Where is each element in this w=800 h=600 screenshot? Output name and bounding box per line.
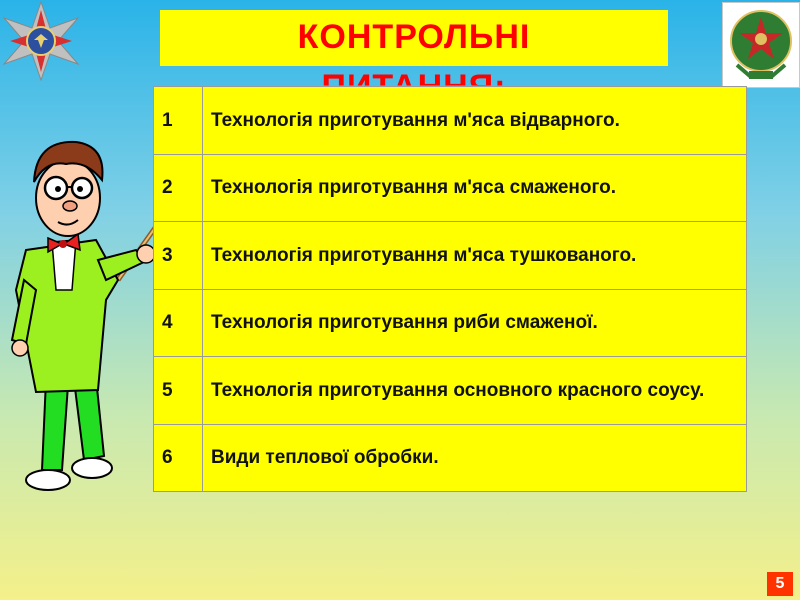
question-number: 2 xyxy=(154,154,203,222)
question-text: Технологія приготування м'яса відварного. xyxy=(203,87,747,155)
questions-table-body xyxy=(154,87,747,492)
question-number: 1 xyxy=(154,87,203,155)
page-number-badge: 5 xyxy=(767,572,793,596)
question-text: Технологія приготування основного красного соусу. xyxy=(203,357,747,425)
question-number: 6 xyxy=(154,424,203,492)
question-number: 4 xyxy=(154,289,203,357)
table-row xyxy=(154,222,747,290)
table-row xyxy=(154,289,747,357)
military-shield-emblem-icon xyxy=(722,2,800,88)
question-text: Технологія приготування риби смаженої. xyxy=(203,289,747,357)
military-emblem-icon xyxy=(0,0,82,82)
table-row xyxy=(154,154,747,222)
questions-table xyxy=(153,86,747,492)
table-row xyxy=(154,424,747,492)
question-text: Види теплової обробки. xyxy=(203,424,747,492)
cartoon-teacher-icon xyxy=(6,130,176,510)
question-text: Технологія приготування м'яса тушкованого. xyxy=(203,222,747,290)
table-row xyxy=(154,357,747,425)
shield-emblem-graphic xyxy=(723,3,799,87)
title-line-1: КОНТРОЛЬНІ xyxy=(297,18,531,56)
table-row xyxy=(154,87,747,155)
question-text: Технологія приготування м'яса смаженого. xyxy=(203,154,747,222)
question-number: 5 xyxy=(154,357,203,425)
slide-title xyxy=(160,10,668,66)
question-number: 3 xyxy=(154,222,203,290)
